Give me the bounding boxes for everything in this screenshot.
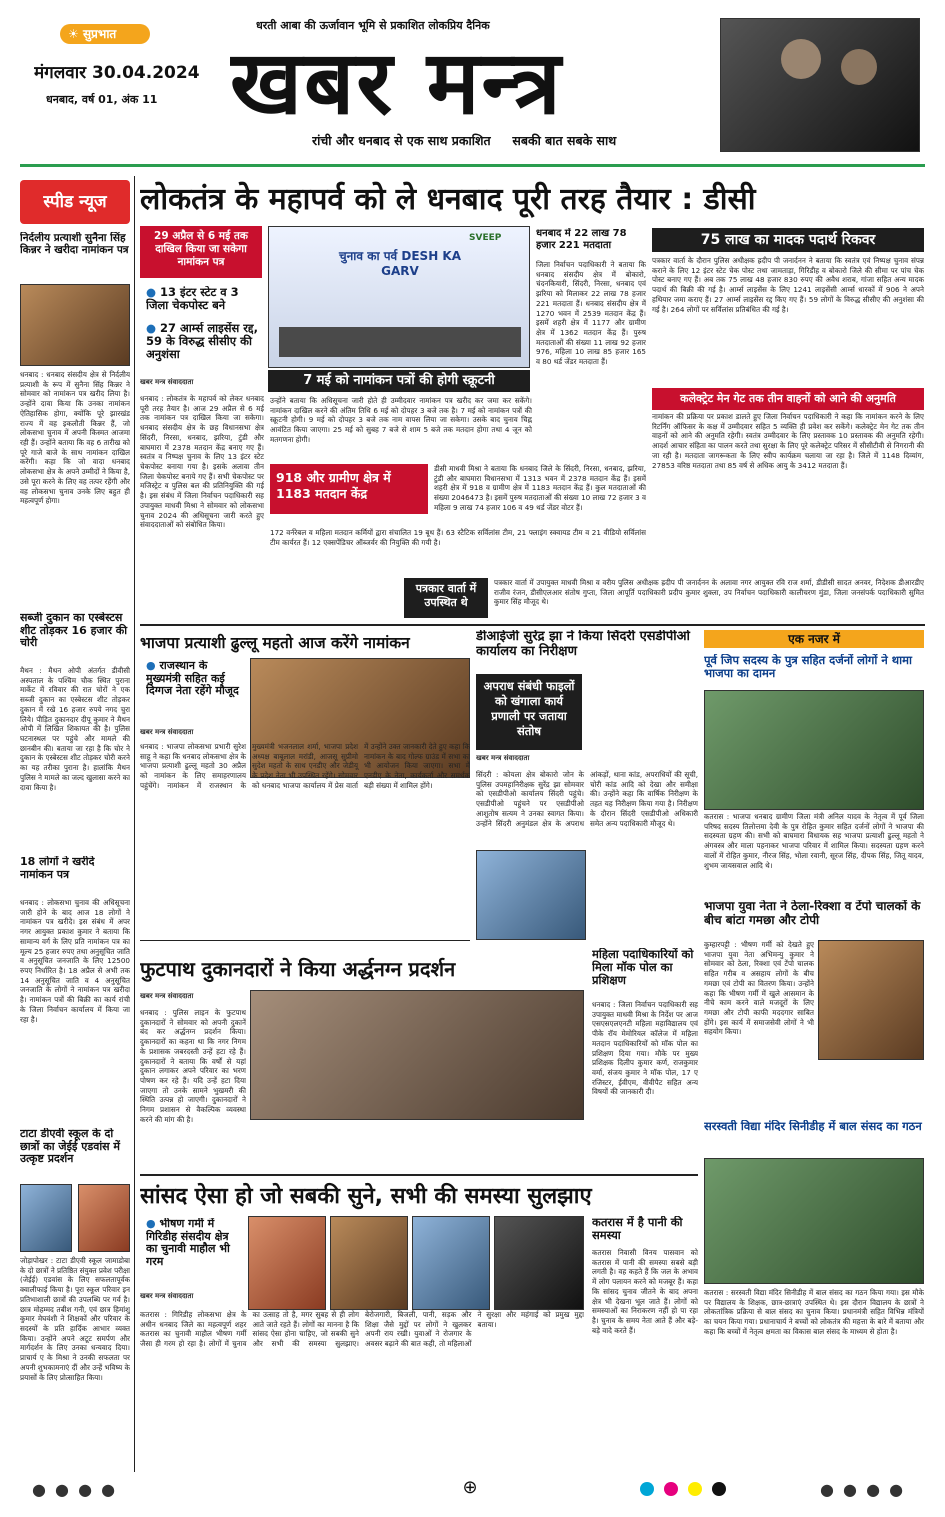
ek-nazar-body: कतरास : सरस्वती विद्या मंदिर सिनीडीह में बाल संसद का गठन किया गया। इस मौके पर विद्यालय के शिक्षक, छात्र-छात्राएं उपस्थित थे। इस दौरान विद्यालय के छात्रों ने लोकतांत्रिक प्रक्रिया से बाल संसद का चुनाव किया। प्रधानमंत्री सहित विभिन्न मंत्रियों का चयन किया गया। प्रधानाचार्य ने बच्चों को लोकतंत्र की महत्ता के बारे में बताया और कहा कि बच्चों में नेतृत्व क्षमता का विकास बाल संसद के माध्यम से होता है। <box>704 1288 924 1336</box>
mp-subhead: ● भीषण गर्मी में गिरिडीह संसदीय क्षेत्र का चुनावी माहौल भी गरम <box>146 1218 242 1288</box>
booths-body: डीसी माधवी मिश्रा ने बताया कि धनबाद जिले के सिंदरी, निरसा, धनबाद, झरिया, टुंडी और बाघमारा विधानसभा में 1313 भवन में 2378 मतदान केंद्र हैं। इसमें शहरी क्षेत्र में 918 व ग्रामीण क्षेत्र में 1183 मतदान केंद्र हैं। कुल मतदाताओं की संख्या 2046473 है। इसमें पुरुष मतदाताओं की संख्या 10 लाख 72 हजार 3 व महिला 9 लाख 74 हजार 106 व 49 थर्ड जेंडर वोटर हैं। <box>434 464 646 512</box>
photo-sweep: SVEEP <box>469 233 502 243</box>
lead-bullet: ● 13 इंटर स्टेट व 3 जिला चेकपोस्ट बने <box>146 286 262 320</box>
speed-news-body: धनबाद : लोकसभा चुनाव की अधिसूचना जारी होने के बाद आज 18 लोगों ने नामांकन पत्र खरीदे। इस संबंध में अपर नगर आयुक्त प्रकाश कुमार ने बताया कि सामान्य वर्ग के लिए प्रति नामांकन पत्र का मूल्य 25 हजार रुपए तथा अनुसूचित जाति व अनुसूचित जनजाति के लिए 12500 रुपए निर्धारित है। 18 अप्रैल से अभी तक 14 अनुसूचित जाति व 4 अनुसूचित जनजाति के लोगों ने नामांकन पत्र खरीदा है। नामांकन पत्रों की बिक्री का कार्य रांची के जिला निर्वाचन कार्यालय में किया जा रहा है। <box>20 898 130 1024</box>
booths-headline: 918 और ग्रामीण क्षेत्र में 1183 मतदान केंद्र <box>270 464 428 514</box>
masthead-tagline: धरती आबा की ऊर्जावान भूमि से प्रकाशित लोकप्रिय दैनिक <box>256 19 490 32</box>
women-headline: महिला पदाधिकारियों को मिला मॉक पोल का प्रशिक्षण <box>592 948 694 988</box>
ek-nazar-photo <box>818 940 924 1060</box>
student-photo <box>78 1184 130 1252</box>
women-body: धनबाद : जिला निर्वाचन पदाधिकारी सह उपायुक्त माधवी मिश्रा के निर्देश पर आज एसएसएलएनटी महिला महाविद्यालय एवं पीके रॉय मेमोरियल कॉलेज में महिला मतदान पदाधिकारियों को मॉक पोल का प्रशिक्षण दिया गया। मौके पर मुख्य प्रशिक्षक दिलीप कुमार कर्ण, राजकुमार वर्मा, संजय कुमार ने मॉक पोल, 17 ए रजिस्टर, ईवीएम, वीवीपैट सहित अन्य विषयों की जानकारी दी। <box>592 1000 698 1097</box>
protest-headline: फुटपाथ दुकानदारों ने किया अर्द्धनग्न प्रदर्शन <box>140 957 456 981</box>
speed-news-column <box>20 176 130 1472</box>
protest-body-cont <box>250 1124 584 1172</box>
protest-byline: खबर मन्त्र संवाददाता <box>140 992 194 1000</box>
speed-news-body: मैथन : मैथन ओपी अंतर्गत डीवीसी अस्पताल के पश्चिम चौक स्थित पुराना मार्केट में रविवार की रात चोरों ने एक सब्जी दुकान का एस्बेस्टस शीट तोड़कर दुकान में रखे 16 हजार रुपये नगद चुरा लिये। पीड़ित दुकानदार दीपू कुमार ने मैथन ओपी में लिखित शिकायत की है। पुलिस घटनास्थल पर पहुंचे और मामले की छानबीन की। बताया जा रहा है कि चोर ने दुकान के एस्बेस्टस शीट तोड़कर चोरी करने का यह तरीका पुराना है। हालांकि मैथन पुलिस ने मामले का जल्द खुलासा करने का दावा किया है। <box>20 666 130 792</box>
bjp-subhead: ● राजस्थान के मुख्यमंत्री सहित कई दिग्गज नेता रहेंगे मौजूद <box>146 660 244 726</box>
photo-banner: चुनाव का पर्व DESH KA GARV <box>338 249 461 278</box>
water-headline: कतरास में है पानी की समस्या <box>592 1216 683 1243</box>
mp-byline: खबर मन्त्र संवाददाता <box>140 1292 194 1300</box>
ek-nazar-body: कतरास : भाजपा धनबाद ग्रामीण जिला मंत्री अनिल यादव के नेतृत्व में पूर्व जिला परिषद सदस्य तिलोत्तमा देवी के पुत्र रोहित कुमार सहित दर्जनों लोगों ने भाजपा की सदस्यता ग्रहण की। सभी को बाघमारा विधायक सह भाजपा प्रत्याशी ढुल्लू महतो ने अंगवस्त्र और माला पहनाकर भाजपा परिवार में शामिल किया। सदस्यता ग्रहण करने वालों में रोहित कुमार, नीरज सिंह, भोला रवानी, सूरज सिंह, दीपक सिंह, जितू यादव, शुभम जायसवाल आदि थे। <box>704 812 924 870</box>
speed-news-label: स्पीड न्यूज <box>20 180 130 224</box>
color-dot <box>664 1482 678 1496</box>
voters-body: जिला निर्वाचन पदाधिकारी ने बताया कि धनबाद संसदीय क्षेत्र में बोकारो, चंदनकियारी, सिंदरी, निरसा, धनबाद एवं झरिया को मिलाकर 22 लाख 78 हजार 221 मतदाता हैं। धनबाद संसदीय क्षेत्र में 1270 भवन में 2539 मतदान केंद्र हैं। इसमें शहरी क्षेत्र में 1177 और ग्रामीण क्षेत्र में 1362 मतदान केंद्र हैं। पुरुष मतदाताओं की संख्या 11 लाख 92 हजार 976, महिला 10 लाख 85 हजार 165 व 80 थर्ड जेंडर मतदाता हैं। <box>536 260 646 367</box>
ek-nazar-body: कुम्हारपट्टी : भीषण गर्मी को देखते हुए भाजपा युवा नेता अभिमन्यु कुमार ने सोमवार को ठेला, रिक्शा एवं टेंपो चालक सहित गरीब व असहाय लोगों के बीच गमछा एवं टोपी का वितरण किया। उन्होंने कहा कि भीषण गर्मी में खुले आसमान के नीचे काम करने वाले मजदूरों के लिए गमछा और टोपी काफी मददगार साबित होंगे। इस कार्य में समाजसेवी लोगों ने भी सहयोग किया। <box>704 940 814 1037</box>
ek-nazar-headline: पूर्व जिप सदस्य के पुत्र सहित दर्जनों लोगों ने थामा भाजपा का दामन <box>704 654 912 681</box>
lead-photo <box>268 226 530 368</box>
column-rule <box>134 176 135 1472</box>
masthead-subline: रांची और धनबाद से एक साथ प्रकाशित सबकी बात सबके साथ <box>312 133 617 148</box>
dig-body: सिंदरी : कोयला क्षेत्र बोकारो जोन के पुलिस उपमहानिरीक्षक सुरेंद्र झा सोमवार को एसडीपीओ कार्यालय सिंदरी पहुंचे। एसडीपीओ पहुंचने पर एसडीपीओ आशुतोष सत्यम ने उनका स्वागत किया। उन्होंने सिंदरी अनुमंडल क्षेत्र के अपराध आंकड़ों, थाना कांड, अपराधियों की सूची, चोरी कांड आदि को देखा और समीक्षा की। उन्होंने कहा कि वार्षिक निरीक्षण के तहत यह निरीक्षण किया गया है। निरीक्षण के दौरान सिंदरी एसडीपीओ अधिकारी समेत अन्य पदाधिकारी मौजूद थे। <box>476 770 698 828</box>
brand-badge: ☀ सुप्रभात <box>60 24 150 44</box>
masthead-date: मंगलवार 30.04.2024 <box>34 63 200 82</box>
mp-headline: सांसद ऐसा हो जो सबकी सुने, सभी की समस्या सुलझाए <box>140 1184 592 1209</box>
lead-body: धनबाद : लोकतंत्र के महापर्व को लेकर धनबाद पूरी तरह तैयार है। आज 29 अप्रैल से 6 मई तक नामांकन पत्र दाखिल किया जा सकेगा। धनबाद संसदीय क्षेत्र के छह विधानसभा क्षेत्र सिंदरी, निरसा, धनबाद, झरिया, टुंडी और बाघमारा में 2378 मतदान केंद्र बनाए गए हैं। स्वतंत्र व निष्पक्ष चुनाव के लिए 13 इंटर स्टेट चेकपोस्ट बनाया गया है। इसके अलावा तीन जिला चेकपोस्ट बनाये गए हैं। सभी चेकपोस्ट पर मजिस्ट्रेट व पुलिस बल की प्रतिनियुक्ति की गई है। इस संबंध में जिला निर्वाचन पदाधिकारी सह उपायुक्त माधवी मिश्रा ने सोमवार को लोकसभा चुनाव 2024 की अधिसूचना जारी करते हुए संवाददाताओं को संबोधित किया। <box>140 394 264 530</box>
lead-headline: लोकतंत्र के महापर्व को ले धनबाद पूरी तरह तैयार : डीसी <box>140 182 756 217</box>
protest-photo <box>250 990 584 1120</box>
ek-nazar-headline: भाजपा युवा नेता ने ठेला-रिक्शा व टेंपो चालकों के बीच बांटा गमछा और टोपी <box>704 900 921 927</box>
mp-photo <box>412 1216 490 1310</box>
lead-bullet: ● 27 आर्म्स लाइसेंस रद्द, 59 के विरुद्ध सीसीए की अनुशंसा <box>146 322 262 370</box>
masthead-edition: धनबाद, वर्ष 01, अंक 11 <box>46 93 158 106</box>
dig-body-cont <box>590 680 698 936</box>
drugs-headline: 75 लाख का मादक पदार्थ रिकवर <box>652 228 924 252</box>
lead-body: उन्होंने बताया कि अधिसूचना जारी होते ही उम्मीदवार नामांकन पत्र खरीद कर जमा कर सकेंगे। नामांकन दाखिल करने की अंतिम तिथि 6 मई को दोपहर 3 बजे तक है। 7 मई को नामांकन पत्रों की स्क्रूटनी होगी। 9 मई को दोपहर 3 बजे तक नाम वापस लिया जा सकेगा। उसके बाद चुनाव चिह्न आवंटित किया जाएगा। 25 मई को सुबह 7 बजे से शाम 5 बजे तक मतदान होगा तथा 4 जून को मतगणना होगी। <box>270 396 532 444</box>
vehicle-body: नामांकन की प्रक्रिया पर प्रकाश डालते हुए जिला निर्वाचन पदाधिकारी ने कहा कि नामांकन करने के लिए रिटर्निंग ऑफिसर के कक्ष में उम्मीदवार सहित 5 व्यक्ति ही प्रवेश कर सकेंगे। कलेक्ट्रेट मेन गेट तक तीन वाहनों को आने की अनुमति रहेगी। स्वतंत्र उम्मीदवार के लिए प्रस्तावक 10 प्रस्तावक की अनुमति रहेगी। आदर्श आचार संहिता का पालन करते तथा सुरक्षा के लिए पूरे कलेक्ट्रेट परिसर में सीसीटीवी से निगरानी की जा रही है। मतदाता जागरूकता के लिए स्वीप कार्यक्रम चलाया जा रहा है। जिले में 1148 दिव्यांग, 27853 वरिष्ठ मतदाता तथा 85 वर्ष से अधिक आयु के 3412 मतदाता हैं। <box>652 412 924 470</box>
color-dot <box>640 1482 654 1496</box>
mp-body: कतरास : गिरिडीह लोकसभा क्षेत्र के अधीन धनबाद जिले का महत्वपूर्ण शहर कतरास का चुनावी माहौल भीषण गर्मी जैसा ही गरम हो रहा है। लोगों में चुनाव का उत्साह तो है, मगर सुबह से ही लोग आते जाते रहते हैं। लोगों का मानना है कि सांसद ऐसा होना चाहिए, जो सबकी सुने और सभी की समस्या सुलझाए। बेरोजगारी, बिजली, पानी, सड़क और शिक्षा जैसे मुद्दों पर लोगों ने खुलकर अपनी राय रखी। युवाओं ने रोजगार के अवसर बढ़ाने की बात कही, तो महिलाओं ने सुरक्षा और महंगाई को प्रमुख मुद्दा बताया। <box>140 1310 584 1349</box>
drugs-body: पत्रकार वार्ता के दौरान पुलिस अधीक्षक ह्रदीप पी जनार्दनन ने बताया कि स्वतंत्र एवं निष्पक्ष चुनाव संपन्न कराने के लिए 12 इंटर स्टेट चेक पोस्ट तथा जामताड़ा, गिरिडीह व बोकारो जिले की सीमा पर पांच चेक पोस्ट बनाए गए हैं। अब तक 75 लाख 48 हजार 830 रुपए की अवैध शराब, गांजा सहित अन्य मादक पदार्थ की बिक्री की गई है। आर्म्स लाइसेंस के लिए 1241 लाइसेंसी आर्म्स धारकों में 906 ने अपने हथियार जमा कराए हैं। 27 आर्म्स लाइसेंस रद्द किए गए हैं। 59 लोगों के विरुद्ध सीसीए की अनुशंसा की गई है। 264 लोगों पर सर्विलांस प्रतिबंधित की गई है। <box>652 256 924 314</box>
mp-photo <box>330 1216 408 1310</box>
color-dot <box>712 1482 726 1496</box>
section-rule <box>140 1174 698 1176</box>
masthead-photo <box>720 18 920 152</box>
ek-nazar-photo <box>704 1158 924 1284</box>
bjp-body: धनबाद : भाजपा लोकसभा प्रभारी सुरेश साहू ने कहा कि धनबाद लोकसभा क्षेत्र के भाजपा प्रत्याशी ढुल्लू महतो 30 अप्रैल को नामांकन के लिए समाहरणालय पहुंचेंगे। नामांकन में राजस्थान के मुख्यमंत्री भजनलाल शर्मा, भाजपा प्रदेश अध्यक्ष बाबूलाल मरांडी, आजसू सुप्रीमो सुदेश महतो के साथ एनडीए और जेडीयू के प्रदेश नेता भी उपस्थित रहेंगे। सोमवार को धनबाद भाजपा कार्यालय में प्रेस वार्ता में उन्होंने उक्त जानकारी देते हुए कहा कि नामांकन के बाद गोल्फ ग्राउंड में सभा का भी आयोजन किया जाएगा। सभा में एनडीए के नेता, कार्यकर्ता और समर्थक बड़ी संख्या में शामिल होंगे। <box>140 742 470 790</box>
press-label: पत्रकार वार्ता में उपस्थित थे <box>404 578 488 618</box>
speed-news-headline: टाटा डीएवी स्कूल के दो छात्रों का जेईई एडवांस में उत्कृष्ट प्रदर्शन <box>20 1128 121 1166</box>
color-dot <box>688 1482 702 1496</box>
dig-photo <box>476 850 586 940</box>
protest-body: धनबाद : पुलिस लाइन के फुटपाथ दुकानदारों ने सोमवार को अपनी दुकानें बंद कर अर्द्धनग्न प्रदर्शन किया। दुकानदारों का कहना था कि नगर निगम के प्रशासक जबरदस्ती उन्हें हटा रहे हैं। दुकानदारों ने बताया कि वर्षों से यहां दुकान लगाकर अपने परिवार का भरण पोषण कर रहे हैं। यदि उन्हें हटा दिया जाएगा तो उनके सामने भुखमरी की स्थिति उत्पन्न हो जाएगी। दुकानदारों ने निगम प्रशासन से वैकल्पिक व्यवस्था करने की मांग की है। <box>140 1008 246 1124</box>
mp-photo <box>494 1216 584 1310</box>
speed-news-headline: सब्जी दुकान का एस्बेस्टस शीट तोड़कर 16 हजार की चोरी <box>20 612 128 650</box>
masthead <box>20 14 925 164</box>
scrutiny-banner: 7 मई को नामांकन पत्रों की होगी स्क्रूटनी <box>268 370 530 392</box>
speed-news-headline: निर्दलीय प्रत्याशी सुनैना सिंह किन्नर ने खरीदा नामांकन पत्र <box>20 232 129 257</box>
section-rule <box>140 940 470 941</box>
lead-tail: 172 वर्नरेबल व महिला मतदान कर्मियों द्वारा संचालित 19 बूथ हैं। 63 स्टैटिक सर्विलांस टीम, 21 फ्लाइंग स्क्वायड टीम व 21 वीडियो सर्विलांस टीम कार्यरत हैं। 12 एक्सपेंडिचर ऑब्जर्वर की नियुक्ति की गयी है। <box>270 528 646 547</box>
dig-callout: अपराध संबंधी फाइलों को खंगाला कार्य प्रणाली पर जताया संतोष <box>476 674 582 750</box>
mp-photo <box>248 1216 326 1310</box>
vehicle-headline: कलेक्ट्रेट मेन गेट तक तीन वाहनों को आने की अनुमति <box>652 388 924 410</box>
press-text: पत्रकार वार्ता में उपायुक्त माधवी मिश्रा व वरीय पुलिस अधीक्षक ह्रदीप पी जनार्दनन के अलावा नगर आयुक्त रवि राज शर्मा, डीडीसी सादत अनवर, निदेशक डीआरडीए राजीव रंजन, डीसीएलआर संतोष गुप्ता, जिला आपूर्ति पदाधिकारी प्रदीप कुमार शुक्ला, उप निर्वाचन पदाधिकारी कालीचरण मुंडा, जिला जनसंपर्क पदाधिकारी सुमित कुमार सिंह मौजूद थे। <box>494 578 924 607</box>
speed-news-headline: 18 लोगों ने खरीदे नामांकन पत्र <box>20 856 95 881</box>
speed-news-body: जोड़ापोखर : टाटा डीएवी स्कूल जामाडोबा के दो छात्रों ने प्रतिष्ठित संयुक्त प्रवेश परीक्षा (जेईई) एडवांस के लिए सफलतापूर्वक क्वालीफाई किया है। पूरा स्कूल परिवार इन प्रतिभाशाली छात्रों की उपलब्धि पर गर्व है। छात्र मोहम्मद तबीश गनी, एवं छात्र हिमांशु कुमार मेघवंशी ने शिक्षकों और परिवार के सदस्यों के प्रति हार्दिक आभार व्यक्त किया। उन्होंने अपने अटूट समर्पण और मार्गदर्शन के लिए उनका धन्यवाद दिया। प्राचार्य ए के मिश्रा ने उनकी सफलता पर अपनी शुभकामनाएं दीं और उन्हें भविष्य के प्रयासों के लिए प्रोत्साहित किया। <box>20 1256 130 1382</box>
student-photo <box>20 1184 72 1252</box>
miner-figure <box>841 49 877 85</box>
sun-icon: ☀ <box>68 27 83 41</box>
press-table <box>279 327 521 357</box>
registration-dots-right: ● ● ● ● <box>820 1480 906 1499</box>
masthead-title: खबर मन्त्र <box>230 32 563 132</box>
water-body: कतरास निवासी विनय पासवान को कतरास में पानी की समस्या सबसे बड़ी लगती है। वह कहते हैं कि जल के अभाव में लोग पलायन करने को मजबूर हैं। कहा कि सांसद चुनाव जीतने के बाद अपना क्षेत्र भी देखना भूल जाते हैं। लोगों को समस्याओं का निराकरण नहीं हो पा रहा है। चुनाव के समय नेता आते हैं और बड़े-बड़े वादे करते हैं। <box>592 1248 698 1335</box>
registration-marks <box>20 1476 925 1506</box>
section-rule <box>140 624 925 626</box>
registration-dots-left: ● ● ● ● <box>32 1480 118 1499</box>
crosshair-icon: ⊕ <box>462 1478 478 1498</box>
ek-nazar-label: एक नजर में <box>704 630 924 648</box>
masthead-rule <box>20 164 925 167</box>
speed-news-body: धनबाद : धनबाद संसदीय क्षेत्र से निर्दलीय प्रत्याशी के रूप में सुनैना सिंह किन्नर ने सोमवार को नामांकन पत्र खरीद लिया है। उन्होंने दावा किया कि उनका नामांकन ऐतिहासिक होगा, क्योंकि पूरे झारखंड राज्य में वह इकलौती किन्नर हैं, जो लोकसभा चुनाव में अपनी किस्मत आजमा रही हैं। उन्होंने बताया कि वह 6 तारीख को पूरे गाजे बाजे के साथ नामांकन दाखिल करेंगी। कहा कि जो वादा धनबाद लोकसभा क्षेत्र के अपने उम्मीदों ने किया है, उसे पूरा करने के लिए वह तत्पर रहेंगी और वह लोकसभा चुनाव उनके लिए बहुत ही महत्वपूर्ण होगा। <box>20 370 130 506</box>
ek-nazar-photo <box>704 690 924 810</box>
lead-byline: खबर मन्त्र संवाददाता <box>140 378 194 386</box>
bjp-headline: भाजपा प्रत्याशी ढुल्लू महतो आज करेंगे नामांकन <box>140 634 410 652</box>
miner-figure <box>781 39 821 79</box>
dig-byline: खबर मन्त्र संवाददाता <box>476 754 530 762</box>
ek-nazar-headline: सरस्वती विद्या मंदिर सिनीडीह में बाल संसद का गठन <box>704 1120 922 1133</box>
bjp-byline: खबर मन्त्र संवाददाता <box>140 728 194 736</box>
speed-news-photo <box>20 284 130 366</box>
lead-kicker: 29 अप्रैल से 6 मई तक दाखिल किया जा सकेगा नामांकन पत्र <box>140 226 262 278</box>
dig-headline: डीआईजी सुरेंद्र झा ने किया सिंदरी एसडीपीओ कार्यालय का निरीक्षण <box>476 630 690 659</box>
voters-headline: धनबाद में 22 लाख 78 हजार 221 मतदाता <box>536 228 627 251</box>
